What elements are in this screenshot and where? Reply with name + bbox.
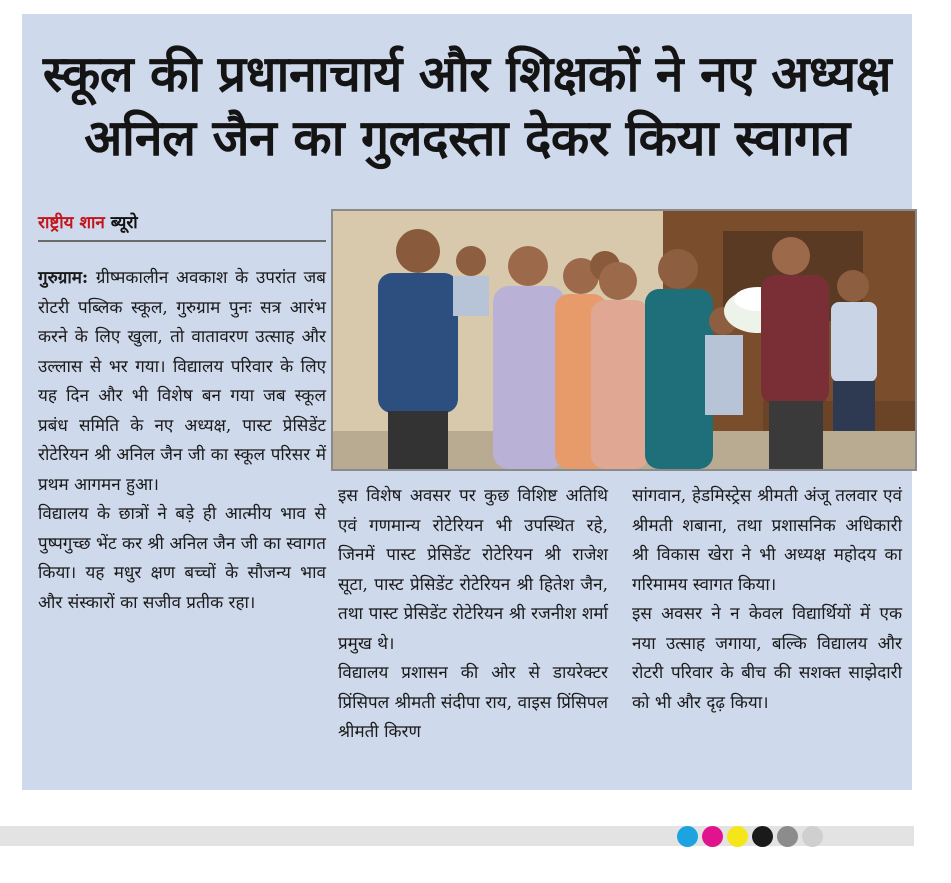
registration-dot-3: [727, 826, 748, 847]
paragraph-5: सांगवान, हेडमिस्ट्रेस श्रीमती अंजू तलवार एवं श्रीमती शबाना, तथा प्रशासनिक अधिकारी श्री विकास खेरा ने भी अध्यक्ष महोदय का गरिमामय स्वागत किया।: [632, 486, 902, 595]
byline-suffix: ब्यूरो: [110, 213, 138, 233]
article-column-1: [38, 264, 326, 618]
article-column-2: [338, 482, 608, 748]
registration-dot-4: [752, 826, 773, 847]
dateline: गुरुग्राम:: [38, 268, 89, 288]
byline: [38, 210, 138, 233]
article-column-3: [632, 482, 902, 718]
paragraph-1-text: ग्रीष्मकालीन अवकाश के उपरांत जब रोटरी पब्लिक स्कूल, गुरुग्राम पुनः सत्र आरंभ करने के लिए खुला, तो वातावरण उत्साह और उल्लास से भर गया। विद्यालय परिवार के लिए यह दिन और भी विशेष बन गया जब स्कूल प्रबंध समिति के नए अध्यक्ष, पास्ट प्रेसिडेंट रोटेरियन श्री अनिल जैन जी का स्कूल परिसर में प्रथम आगमन हुआ।: [38, 268, 327, 495]
byline-source: राष्ट्रीय शान: [38, 213, 105, 233]
registration-dot-2: [702, 826, 723, 847]
paragraph-4: विद्यालय प्रशासन की ओर से डायरेक्टर प्रिंसिपल श्रीमती संदीपा राय, वाइस प्रिंसिपल श्रीमती किरण: [338, 663, 608, 742]
registration-dot-1: [677, 826, 698, 847]
news-clipping: [22, 14, 912, 790]
registration-dot-5: [777, 826, 798, 847]
registration-dot-6: [802, 826, 823, 847]
news-photo: [331, 209, 917, 471]
group-photo-illustration: [333, 211, 915, 469]
paragraph-6: इस अवसर ने न केवल विद्यार्थियों में एक नया उत्साह जगाया, बल्कि विद्यालय और रोटरी परिवार के बीच की सशक्त साझेदारी को भी और दृढ़ किया।: [632, 604, 902, 713]
headline: [22, 42, 912, 170]
paragraph-3: इस विशेष अवसर पर कुछ विशिष्ट अतिथि एवं गणमान्य रोटेरियन भी उपस्थित रहे, जिनमें पास्ट प्रेसिडेंट रोटेरियन श्री राजेश सूटा, पास्ट प्रेसिडेंट रोटेरियन श्री हितेश जैन, तथा पास्ट प्रेसिडेंट रोटेरियन श्री रजनीश शर्मा प्रमुख थे।: [338, 486, 608, 654]
paragraph-1: [38, 264, 326, 500]
headline-line-1: स्कूल की प्रधानाचार्य और शिक्षकों ने नए अध्यक्ष: [42, 45, 892, 103]
byline-divider: [38, 240, 326, 242]
color-registration-marks: [677, 826, 823, 847]
headline-line-2: अनिल जैन का गुलदस्ता देकर किया स्वागत: [84, 109, 850, 167]
paragraph-2: विद्यालय के छात्रों ने बड़े ही आत्मीय भाव से पुष्पगुच्छ भेंट कर श्री अनिल जैन जी का स्वागत किया। यह मधुर क्षण बच्चों के सौजन्य भाव और संस्कारों का सजीव प्रतीक रहा।: [38, 504, 326, 613]
